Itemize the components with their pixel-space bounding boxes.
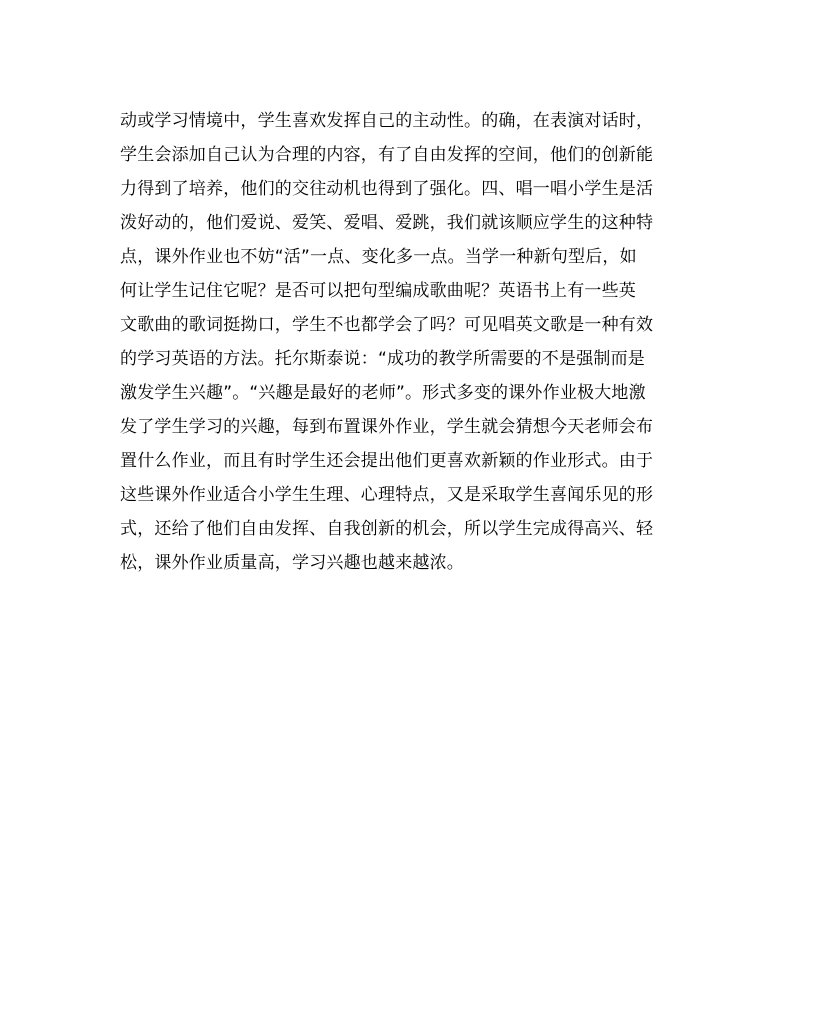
text-line: 点，课外作业也不妨“活”一点、变化多一点。当学一种新句型后，如: [120, 247, 637, 267]
text-line: 的学习英语的方法。托尔斯泰说：“成功的教学所需要的不是强制而是: [120, 349, 646, 369]
text-line: 文歌曲的歌词挺拗口，学生不也都学会了吗？可见唱英文歌是一种有效: [120, 315, 654, 335]
text-line: 式，还给了他们自由发挥、自我创新的机会，所以学生完成得高兴、轻: [120, 519, 654, 539]
text-line: 泼好动的，他们爱说、爱笑、爱唱、爱跳，我们就该顺应学生的这种特: [120, 213, 654, 233]
text-line: 动或学习情境中，学生喜欢发挥自己的主动性。的确，在表演对话时，: [120, 111, 654, 131]
text-line: 力得到了培养，他们的交往动机也得到了强化。四、唱一唱小学生是活: [120, 179, 654, 199]
text-line: 激发学生兴趣”。“兴趣是最好的老师”。形式多变的课外作业极大地激: [120, 383, 646, 403]
text-line: 发了学生学习的兴趣，每到布置课外作业，学生就会猜想今天老师会布: [120, 417, 654, 437]
text-line: 何让学生记住它呢？是否可以把句型编成歌曲呢？英语书上有一些英: [120, 281, 636, 301]
text-line: 松，课外作业质量高，学习兴趣也越来越浓。: [120, 553, 464, 573]
text-line: 学生会添加自己认为合理的内容，有了自由发挥的空间，他们的创新能: [120, 145, 654, 165]
text-line: 这些课外作业适合小学生生理、心理特点，又是采取学生喜闻乐见的形: [120, 485, 654, 505]
text-line: 置什么作业，而且有时学生还会提出他们更喜欢新颖的作业形式。由于: [120, 451, 654, 471]
document-body-text: [120, 104, 700, 580]
